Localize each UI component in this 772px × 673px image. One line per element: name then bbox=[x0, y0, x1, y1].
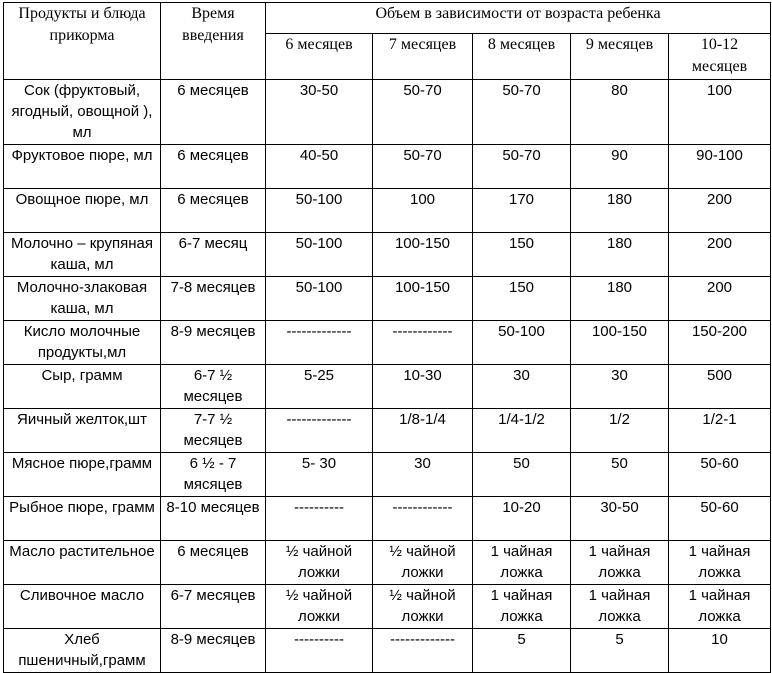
volume-cell: 150 bbox=[473, 277, 571, 321]
intro-time-cell: 6 месяцев bbox=[161, 189, 266, 233]
volume-cell: 5-25 bbox=[266, 365, 373, 409]
table-row bbox=[4, 629, 771, 673]
intro-time-cell: 8-9 месяцев bbox=[161, 321, 266, 365]
volume-cell: 180 bbox=[571, 233, 669, 277]
volume-cell: 5 bbox=[473, 629, 571, 673]
volume-cell: 50-60 bbox=[669, 497, 771, 541]
volume-cell: 50-100 bbox=[266, 233, 373, 277]
volume-cell: 1 чайная ложка bbox=[473, 585, 571, 629]
volume-cell: ½ чайной ложки bbox=[266, 585, 373, 629]
volume-cell: 500 bbox=[669, 365, 771, 409]
intro-time-cell: 8-10 месяцев bbox=[161, 497, 266, 541]
intro-time-cell: 7-7 ½ месяцев bbox=[161, 409, 266, 453]
header-age-6: 6 месяцев bbox=[266, 34, 373, 80]
volume-cell: 50 bbox=[473, 453, 571, 497]
table-row bbox=[4, 585, 771, 629]
feeding-table bbox=[3, 2, 771, 673]
volume-cell: 50-60 bbox=[669, 453, 771, 497]
product-cell: Кисло молочные продукты,мл bbox=[4, 321, 161, 365]
product-cell: Мясное пюре,грамм bbox=[4, 453, 161, 497]
volume-cell: ------------- bbox=[266, 409, 373, 453]
volume-cell: 200 bbox=[669, 277, 771, 321]
product-cell: Овощное пюре, мл bbox=[4, 189, 161, 233]
volume-cell: 10-20 bbox=[473, 497, 571, 541]
product-cell: Сок (фруктовый, ягодный, овощной ), мл bbox=[4, 80, 161, 145]
volume-cell: 90-100 bbox=[669, 145, 771, 189]
table-row bbox=[4, 145, 771, 189]
volume-cell: 1/2 bbox=[571, 409, 669, 453]
table-row bbox=[4, 541, 771, 585]
product-cell: Сливочное масло bbox=[4, 585, 161, 629]
volume-cell: ------------ bbox=[373, 497, 473, 541]
volume-cell: 50-70 bbox=[473, 80, 571, 145]
header-product: Продукты и блюда прикорма bbox=[4, 3, 161, 80]
volume-cell: 30 bbox=[373, 453, 473, 497]
product-cell: Яичный желток,шт bbox=[4, 409, 161, 453]
product-cell: Сыр, грамм bbox=[4, 365, 161, 409]
volume-cell: 5- 30 bbox=[266, 453, 373, 497]
volume-cell: 1 чайная ложка bbox=[473, 541, 571, 585]
product-cell: Рыбное пюре, грамм bbox=[4, 497, 161, 541]
intro-time-cell: 6 месяцев bbox=[161, 541, 266, 585]
intro-time-cell: 6 ½ - 7 мясяцев bbox=[161, 453, 266, 497]
volume-cell: 100-150 bbox=[571, 321, 669, 365]
table-row bbox=[4, 321, 771, 365]
volume-cell: 1 чайная ложка bbox=[571, 541, 669, 585]
intro-time-cell: 6-7 месяц bbox=[161, 233, 266, 277]
volume-cell: 90 bbox=[571, 145, 669, 189]
volume-cell: 50-70 bbox=[373, 145, 473, 189]
product-cell: Хлеб пшеничный,грамм bbox=[4, 629, 161, 673]
volume-cell: 30-50 bbox=[571, 497, 669, 541]
intro-time-cell: 6-7 месяцев bbox=[161, 585, 266, 629]
table-row bbox=[4, 80, 771, 145]
volume-cell: 170 bbox=[473, 189, 571, 233]
table-row bbox=[4, 365, 771, 409]
volume-cell: 30 bbox=[473, 365, 571, 409]
volume-cell: 80 bbox=[571, 80, 669, 145]
volume-cell: 50 bbox=[571, 453, 669, 497]
intro-time-cell: 8-9 месяцев bbox=[161, 629, 266, 673]
volume-cell: 1/8-1/4 bbox=[373, 409, 473, 453]
product-cell: Молочно-злаковая каша, мл bbox=[4, 277, 161, 321]
table-row bbox=[4, 497, 771, 541]
volume-cell: 50-100 bbox=[473, 321, 571, 365]
header-age-10-12: 10-12 месяцев bbox=[669, 34, 771, 80]
volume-cell: 30-50 bbox=[266, 80, 373, 145]
intro-time-cell: 6 месяцев bbox=[161, 80, 266, 145]
volume-cell: 100 bbox=[669, 80, 771, 145]
table-body bbox=[4, 80, 771, 673]
volume-cell: ---------- bbox=[266, 497, 373, 541]
header-volume: Объем в зависимости от возраста ребенка bbox=[266, 3, 771, 34]
volume-cell: 10 bbox=[669, 629, 771, 673]
volume-cell: 5 bbox=[571, 629, 669, 673]
volume-cell: 1/4-1/2 bbox=[473, 409, 571, 453]
volume-cell: 50-100 bbox=[266, 277, 373, 321]
volume-cell: 1/2-1 bbox=[669, 409, 771, 453]
volume-cell: 1 чайная ложка bbox=[669, 541, 771, 585]
volume-cell: 50-70 bbox=[473, 145, 571, 189]
header-age-7: 7 месяцев bbox=[373, 34, 473, 80]
product-cell: Масло растительное bbox=[4, 541, 161, 585]
volume-cell: 50-100 bbox=[266, 189, 373, 233]
volume-cell: 10-30 bbox=[373, 365, 473, 409]
header-age-8: 8 месяцев bbox=[473, 34, 571, 80]
volume-cell: 1 чайная ложка bbox=[571, 585, 669, 629]
header-age-9: 9 месяцев bbox=[571, 34, 669, 80]
product-cell: Молочно – крупяная каша, мл bbox=[4, 233, 161, 277]
volume-cell: ½ чайной ложки bbox=[373, 541, 473, 585]
table-row bbox=[4, 189, 771, 233]
intro-time-cell: 7-8 месяцев bbox=[161, 277, 266, 321]
volume-cell: 150 bbox=[473, 233, 571, 277]
volume-cell: 1 чайная ложка bbox=[669, 585, 771, 629]
volume-cell: 30 bbox=[571, 365, 669, 409]
volume-cell: ½ чайной ложки bbox=[266, 541, 373, 585]
table-row bbox=[4, 233, 771, 277]
volume-cell: ------------- bbox=[266, 321, 373, 365]
volume-cell: ------------ bbox=[373, 321, 473, 365]
volume-cell: ---------- bbox=[266, 629, 373, 673]
table-row bbox=[4, 277, 771, 321]
volume-cell: 40-50 bbox=[266, 145, 373, 189]
volume-cell: 150-200 bbox=[669, 321, 771, 365]
volume-cell: 100 bbox=[373, 189, 473, 233]
volume-cell: 50-70 bbox=[373, 80, 473, 145]
volume-cell: 100-150 bbox=[373, 277, 473, 321]
table-row bbox=[4, 409, 771, 453]
volume-cell: 200 bbox=[669, 189, 771, 233]
volume-cell: 180 bbox=[571, 277, 669, 321]
volume-cell: ½ чайной ложки bbox=[373, 585, 473, 629]
table-row bbox=[4, 453, 771, 497]
product-cell: Фруктовое пюре, мл bbox=[4, 145, 161, 189]
volume-cell: 100-150 bbox=[373, 233, 473, 277]
intro-time-cell: 6-7 ½ месяцев bbox=[161, 365, 266, 409]
volume-cell: 200 bbox=[669, 233, 771, 277]
intro-time-cell: 6 месяцев bbox=[161, 145, 266, 189]
header-intro-time: Время введения bbox=[161, 3, 266, 80]
volume-cell: ------------- bbox=[373, 629, 473, 673]
volume-cell: 180 bbox=[571, 189, 669, 233]
